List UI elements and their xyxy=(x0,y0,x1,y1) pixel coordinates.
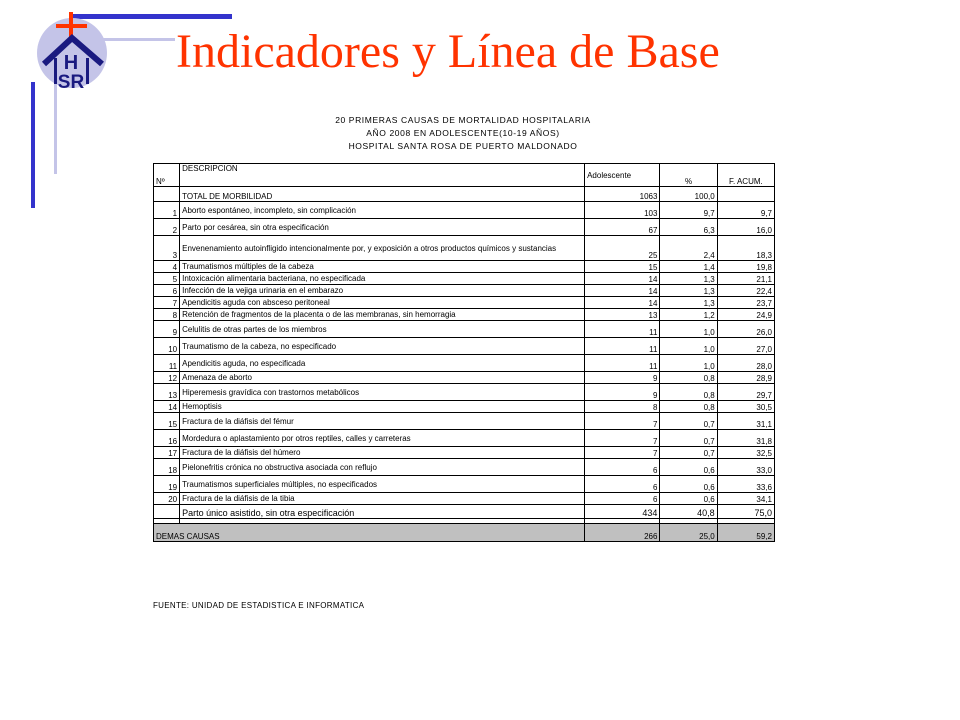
row-adolescente: 8 xyxy=(585,401,660,413)
table-row xyxy=(154,202,775,219)
row-adolescente: 25 xyxy=(585,236,660,261)
row-pct: 0,7 xyxy=(660,430,717,447)
header-desc-label: DESCRIPCION xyxy=(182,164,238,173)
parto-desc: Parto único asistido, sin otra especificación xyxy=(180,505,585,519)
row-desc: Retención de fragmentos de la placenta o de las membranas, sin hemorragia xyxy=(180,309,585,321)
row-num: 7 xyxy=(154,297,180,309)
row-acum: 22,4 xyxy=(717,285,774,297)
row-desc: Amenaza de aborto xyxy=(180,372,585,384)
row-desc: Pielonefritis crónica no obstructiva asociada con reflujo xyxy=(180,459,585,476)
row-acum: 21,1 xyxy=(717,273,774,285)
row-adolescente: 7 xyxy=(585,413,660,430)
row-num: 12 xyxy=(154,372,180,384)
row-num: 4 xyxy=(154,261,180,273)
row-acum: 34,1 xyxy=(717,493,774,505)
table-header-row xyxy=(154,164,775,187)
row-pct: 1,0 xyxy=(660,338,717,355)
row-adolescente: 13 xyxy=(585,309,660,321)
demas-pct: 25,0 xyxy=(660,524,717,542)
row-desc: Traumatismos múltiples de la cabeza xyxy=(180,261,585,273)
demas-acum: 59,2 xyxy=(717,524,774,542)
table-row xyxy=(154,236,775,261)
row-pct: 0,7 xyxy=(660,447,717,459)
row-acum: 28,9 xyxy=(717,372,774,384)
row-adolescente: 7 xyxy=(585,447,660,459)
row-desc: Apendicitis aguda, no especificada xyxy=(180,355,585,372)
row-adolescente: 15 xyxy=(585,261,660,273)
table-row xyxy=(154,219,775,236)
header-pct-label: % xyxy=(685,177,693,186)
total-num xyxy=(154,187,180,202)
row-num: 3 xyxy=(154,236,180,261)
row-adolescente: 6 xyxy=(585,493,660,505)
row-pct: 6,3 xyxy=(660,219,717,236)
row-desc: Aborto espontáneo, incompleto, sin complicación xyxy=(180,202,585,219)
table-row xyxy=(154,476,775,493)
row-pct: 0,7 xyxy=(660,413,717,430)
row-num: 18 xyxy=(154,459,180,476)
table-row xyxy=(154,261,775,273)
row-desc: Traumatismo de la cabeza, no especificado xyxy=(180,338,585,355)
row-num: 1 xyxy=(154,202,180,219)
row-acum: 32,5 xyxy=(717,447,774,459)
table-row xyxy=(154,372,775,384)
row-acum: 23,7 xyxy=(717,297,774,309)
table-row xyxy=(154,430,775,447)
total-desc: TOTAL DE MORBILIDAD xyxy=(180,187,585,202)
row-acum: 24,9 xyxy=(717,309,774,321)
row-num: 11 xyxy=(154,355,180,372)
row-num: 2 xyxy=(154,219,180,236)
row-pct: 0,8 xyxy=(660,372,717,384)
row-pct: 1,3 xyxy=(660,285,717,297)
table-row xyxy=(154,413,775,430)
table-row xyxy=(154,447,775,459)
row-acum: 19,8 xyxy=(717,261,774,273)
row-desc: Fractura de la diáfisis del fémur xyxy=(180,413,585,430)
row-num: 20 xyxy=(154,493,180,505)
row-acum: 33,6 xyxy=(717,476,774,493)
row-adolescente: 11 xyxy=(585,355,660,372)
report-title-line2: AÑO 2008 EN ADOLESCENTE(10-19 AÑOS) xyxy=(366,128,560,138)
table-row xyxy=(154,355,775,372)
row-acum: 30,5 xyxy=(717,401,774,413)
row-acum: 16,0 xyxy=(717,219,774,236)
row-num: 10 xyxy=(154,338,180,355)
slide-title: Indicadores y Línea de Base xyxy=(176,25,720,78)
row-adolescente: 7 xyxy=(585,430,660,447)
header-desc xyxy=(180,164,585,187)
row-num: 16 xyxy=(154,430,180,447)
header-acum-label: F. ACUM. xyxy=(728,177,763,186)
row-adolescente: 9 xyxy=(585,372,660,384)
row-desc: Fractura de la diáfisis del húmero xyxy=(180,447,585,459)
total-acum xyxy=(717,187,774,202)
row-num: 15 xyxy=(154,413,180,430)
row-pct: 0,6 xyxy=(660,476,717,493)
row-desc: Hiperemesis gravídica con trastornos metabólicos xyxy=(180,384,585,401)
row-desc: Celulitis de otras partes de los miembros xyxy=(180,321,585,338)
row-acum: 31,1 xyxy=(717,413,774,430)
row-acum: 27,0 xyxy=(717,338,774,355)
row-acum: 28,0 xyxy=(717,355,774,372)
table-row xyxy=(154,309,775,321)
row-pct: 0,6 xyxy=(660,459,717,476)
table-row xyxy=(154,338,775,355)
demas-adol: 266 xyxy=(585,524,660,542)
row-pct: 0,6 xyxy=(660,493,717,505)
row-num: 6 xyxy=(154,285,180,297)
row-num: 8 xyxy=(154,309,180,321)
parto-pct: 40,8 xyxy=(660,505,717,519)
report-header xyxy=(150,114,776,153)
row-num: 17 xyxy=(154,447,180,459)
row-pct: 1,2 xyxy=(660,309,717,321)
row-adolescente: 14 xyxy=(585,285,660,297)
report-title-line1: 20 PRIMERAS CAUSAS DE MORTALIDAD HOSPITALARIA xyxy=(335,115,591,125)
row-adolescente: 6 xyxy=(585,459,660,476)
report-title-line3: HOSPITAL SANTA ROSA DE PUERTO MALDONADO xyxy=(348,141,578,151)
row-desc: Parto por cesárea, sin otra especificación xyxy=(180,219,585,236)
row-adolescente: 11 xyxy=(585,321,660,338)
row-adolescente: 6 xyxy=(585,476,660,493)
row-adolescente: 9 xyxy=(585,384,660,401)
row-adolescente: 103 xyxy=(585,202,660,219)
table-row xyxy=(154,384,775,401)
row-desc: Infección de la vejiga urinaria en el embarazo xyxy=(180,285,585,297)
table-row xyxy=(154,401,775,413)
row-pct: 1,0 xyxy=(660,321,717,338)
row-adolescente: 67 xyxy=(585,219,660,236)
table-row xyxy=(154,321,775,338)
row-adolescente: 14 xyxy=(585,297,660,309)
mortality-table xyxy=(153,163,775,542)
table-row xyxy=(154,459,775,476)
header-acum xyxy=(717,164,774,187)
row-acum: 9,7 xyxy=(717,202,774,219)
row-acum: 33,0 xyxy=(717,459,774,476)
total-row xyxy=(154,187,775,202)
row-desc: Envenenamiento autoinfligido intencionalmente por, y exposición a otros productos químicos y sustancias xyxy=(180,236,585,261)
row-num: 9 xyxy=(154,321,180,338)
total-adol: 1063 xyxy=(585,187,660,202)
row-pct: 9,7 xyxy=(660,202,717,219)
parto-row xyxy=(154,505,775,519)
row-acum: 29,7 xyxy=(717,384,774,401)
row-pct: 0,8 xyxy=(660,384,717,401)
row-num: 13 xyxy=(154,384,180,401)
hospital-logo-icon xyxy=(20,6,130,106)
parto-adol: 434 xyxy=(585,505,660,519)
row-pct: 2,4 xyxy=(660,236,717,261)
row-desc: Traumatismos superficiales múltiples, no especificados xyxy=(180,476,585,493)
logo-text-sr: SR xyxy=(57,72,85,93)
demas-desc: DEMAS CAUSAS xyxy=(154,524,585,542)
source-note: FUENTE: UNIDAD DE ESTADISTICA E INFORMATICA xyxy=(153,601,365,610)
row-num: 19 xyxy=(154,476,180,493)
row-pct: 1,3 xyxy=(660,297,717,309)
header-adolescente-label: Adolescente xyxy=(587,170,632,180)
row-desc: Apendicitis aguda con absceso peritoneal xyxy=(180,297,585,309)
header-pct xyxy=(660,164,717,187)
logo-text-h: H xyxy=(63,52,79,74)
row-desc: Intoxicación alimentaria bacteriana, no especificada xyxy=(180,273,585,285)
row-num: 14 xyxy=(154,401,180,413)
row-acum: 18,3 xyxy=(717,236,774,261)
table-row xyxy=(154,285,775,297)
row-pct: 1,0 xyxy=(660,355,717,372)
header-adolescente xyxy=(585,164,660,187)
parto-num xyxy=(154,505,180,519)
total-pct: 100,0 xyxy=(660,187,717,202)
table-row xyxy=(154,493,775,505)
row-pct: 1,3 xyxy=(660,273,717,285)
row-adolescente: 11 xyxy=(585,338,660,355)
demas-row xyxy=(154,524,775,542)
row-adolescente: 14 xyxy=(585,273,660,285)
table-row xyxy=(154,297,775,309)
table-body xyxy=(154,202,775,505)
row-pct: 1,4 xyxy=(660,261,717,273)
row-desc: Fractura de la diáfisis de la tibia xyxy=(180,493,585,505)
row-acum: 26,0 xyxy=(717,321,774,338)
row-num: 5 xyxy=(154,273,180,285)
table-row xyxy=(154,273,775,285)
header-num: Nº xyxy=(154,164,180,187)
parto-acum: 75,0 xyxy=(717,505,774,519)
row-pct: 0,8 xyxy=(660,401,717,413)
row-desc: Mordedura o aplastamiento por otros reptiles, calles y carreteras xyxy=(180,430,585,447)
row-desc: Hemoptisis xyxy=(180,401,585,413)
row-acum: 31,8 xyxy=(717,430,774,447)
